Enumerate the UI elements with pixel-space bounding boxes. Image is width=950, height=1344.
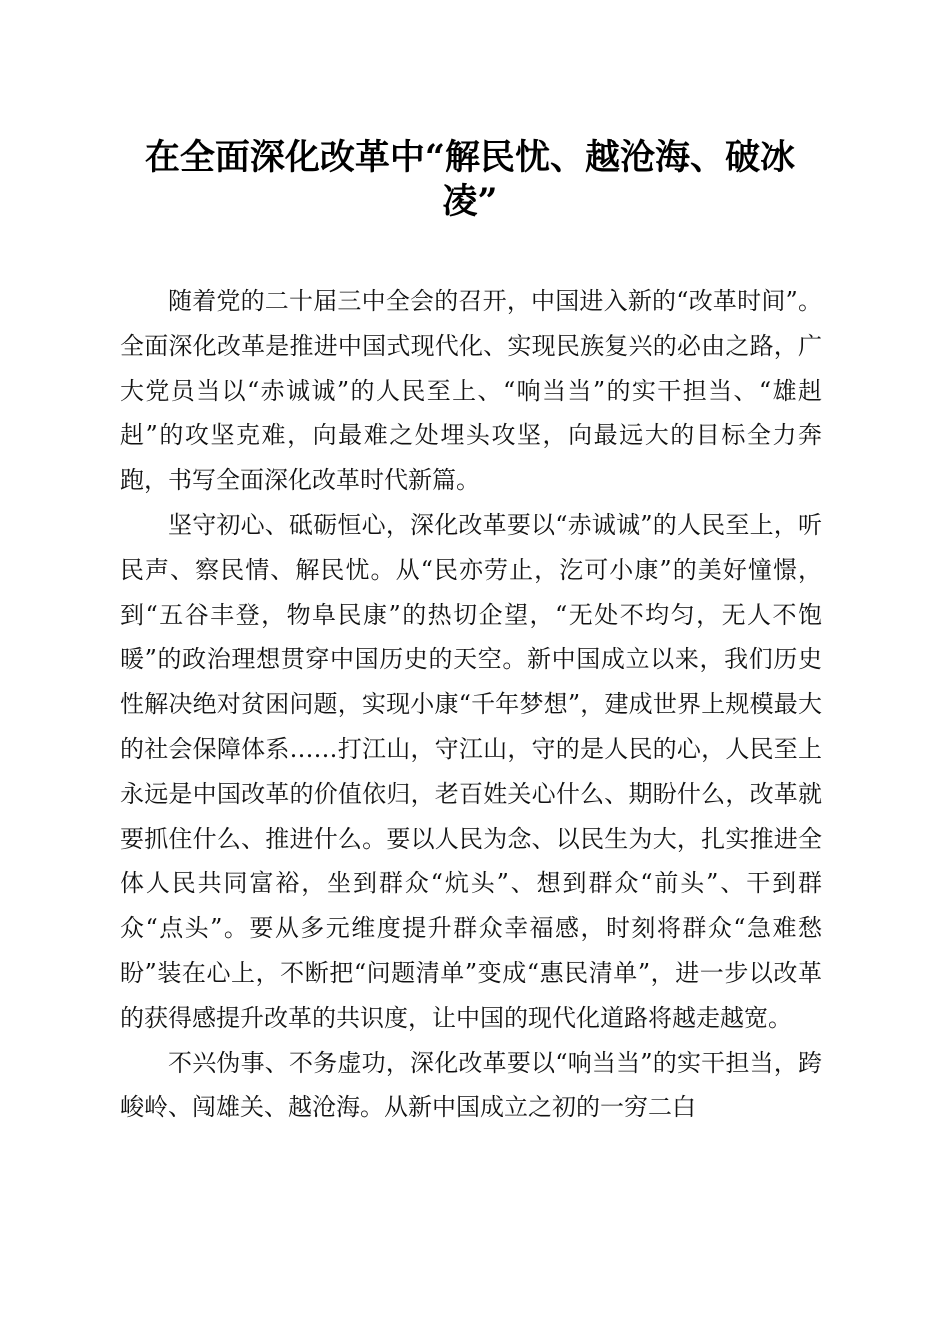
- body-paragraph: 坚守初心、砥砺恒心，深化改革要以“赤诚诚”的人民至上，听民声、察民情、解民忧。从“民亦劳止，汔可小康”的美好憧憬，到“五谷丰登，物阜民康”的热切企望，“无处不均匀，无人不饱暖”的政治理想贯穿中国历史的天空。新中国成立以来，我们历史性解决绝对贫困问题，实现小康“千年梦想”，建成世界上规模最大的社会保障体系……打江山，守江山，守的是人民的心，人民至上永远是中国改革的价值依归，老百姓关心什么、期盼什么，改革就要抓住什么、推进什么。要以人民为念、以民生为大，扎实推进全体人民共同富裕，坐到群众“炕头”、想到群众“前头”、干到群众“点头”。要从多元维度提升群众幸福感，时刻将群众“急难愁盼”装在心上，不断把“问题清单”变成“惠民清单”，进一步以改革的获得感提升改革的共识度，让中国的现代化道路将越走越宽。: [120, 510, 822, 1032]
- document-title: 在全面深化改革中“解民忧、越沧海、破冰凌”: [144, 137, 796, 222]
- document-body: [120, 279, 822, 1130]
- body-paragraph: 不兴伪事、不务虚功，深化改革要以“响当当”的实干担当，跨峻岭、闯雄关、越沧海。从新中国成立之初的一穷二白: [120, 1048, 822, 1122]
- body-paragraph: 随着党的二十届三中全会的召开，中国进入新的“改革时间”。全面深化改革是推进中国式现代化、实现民族复兴的必由之路，广大党员当以“赤诚诚”的人民至上、“响当当”的实干担当、“雄赳赳”的攻坚克难，向最难之处埋头攻坚，向最远大的目标全力奔跑，书写全面深化改革时代新篇。: [120, 287, 822, 495]
